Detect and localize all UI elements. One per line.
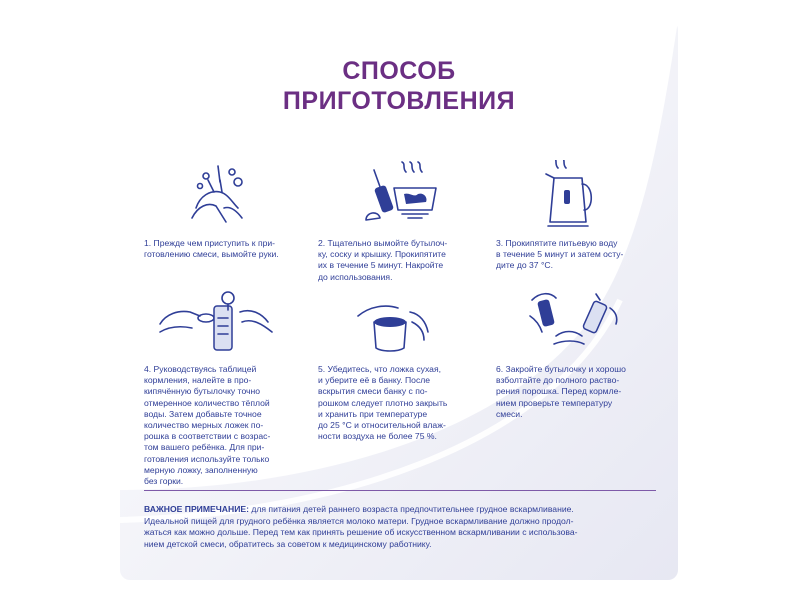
- step-3: [496, 160, 656, 272]
- bottle-sterilize-icon: [318, 160, 478, 232]
- note-body: для питания детей раннего возраста предпочтительнее грудное вскармливание. Идеальной пищей для грудного ребёнка является молоко матери. Грудное вскармливание должно продол- жаться как можно дольше. Перед тем как принять решение об искусственном вскармливании с использова- нием детской смеси, обратитесь за советом к медицинскому работнику.: [144, 504, 578, 549]
- close-can-icon: [318, 286, 478, 358]
- step-4-text: 4. Руководствуясь таблицей кормления, налейте в про- кипячённую бутылочку точно отмеренное количество тёплой воды. Затем добавьте точное количество мерных ложек по- рошка в соответствии с возрас- том вашего ребёнка. Для при- готовления используйте только мерную ложку, заполненную без горки.: [144, 364, 271, 487]
- step-6: [496, 286, 656, 420]
- important-note: [144, 504, 656, 550]
- note-lead: ВАЖНОЕ ПРИМЕЧАНИЕ:: [144, 504, 249, 514]
- step-1: [144, 160, 294, 260]
- step-2: [318, 160, 478, 283]
- step-1-text: 1. Прежде чем приступить к при- готовлению смеси, вымойте руки.: [144, 238, 279, 260]
- step-3-text: 3. Прокипятите питьевую воду в течение 5 минут и затем осту- дите до 37 °С.: [496, 238, 624, 271]
- title-line-1: СПОСОБ: [342, 57, 456, 85]
- step-6-text: 6. Закройте бутылочку и хорошо взболтайте до полного раство- рения порошка. Перед кормле- нием проверьте температуру смеси.: [496, 364, 626, 419]
- instruction-card: [120, 20, 678, 580]
- step-4: [144, 286, 294, 487]
- kettle-icon: [496, 160, 656, 232]
- title-line-2: ПРИГОТОВЛЕНИЯ: [282, 87, 516, 115]
- step-5-text: 5. Убедитесь, что ложка сухая, и уберите её в банку. После вскрытия смеси банку с по- рошком следует плотно закрыть и хранить при температуре до 25 °С и относительной влаж- ности воздуха не более 75 %.: [318, 364, 448, 442]
- add-powder-icon: [144, 286, 294, 358]
- page-title: [120, 56, 678, 116]
- note-divider: [144, 490, 656, 491]
- step-2-text: 2. Тщательно вымойте бутылоч- ку, соску и крышку. Прокипятите их в течение 5 минут. Накройте до использования.: [318, 238, 448, 282]
- step-5: [318, 286, 478, 442]
- wash-hands-icon: [144, 160, 294, 232]
- shake-bottle-icon: [496, 286, 656, 358]
